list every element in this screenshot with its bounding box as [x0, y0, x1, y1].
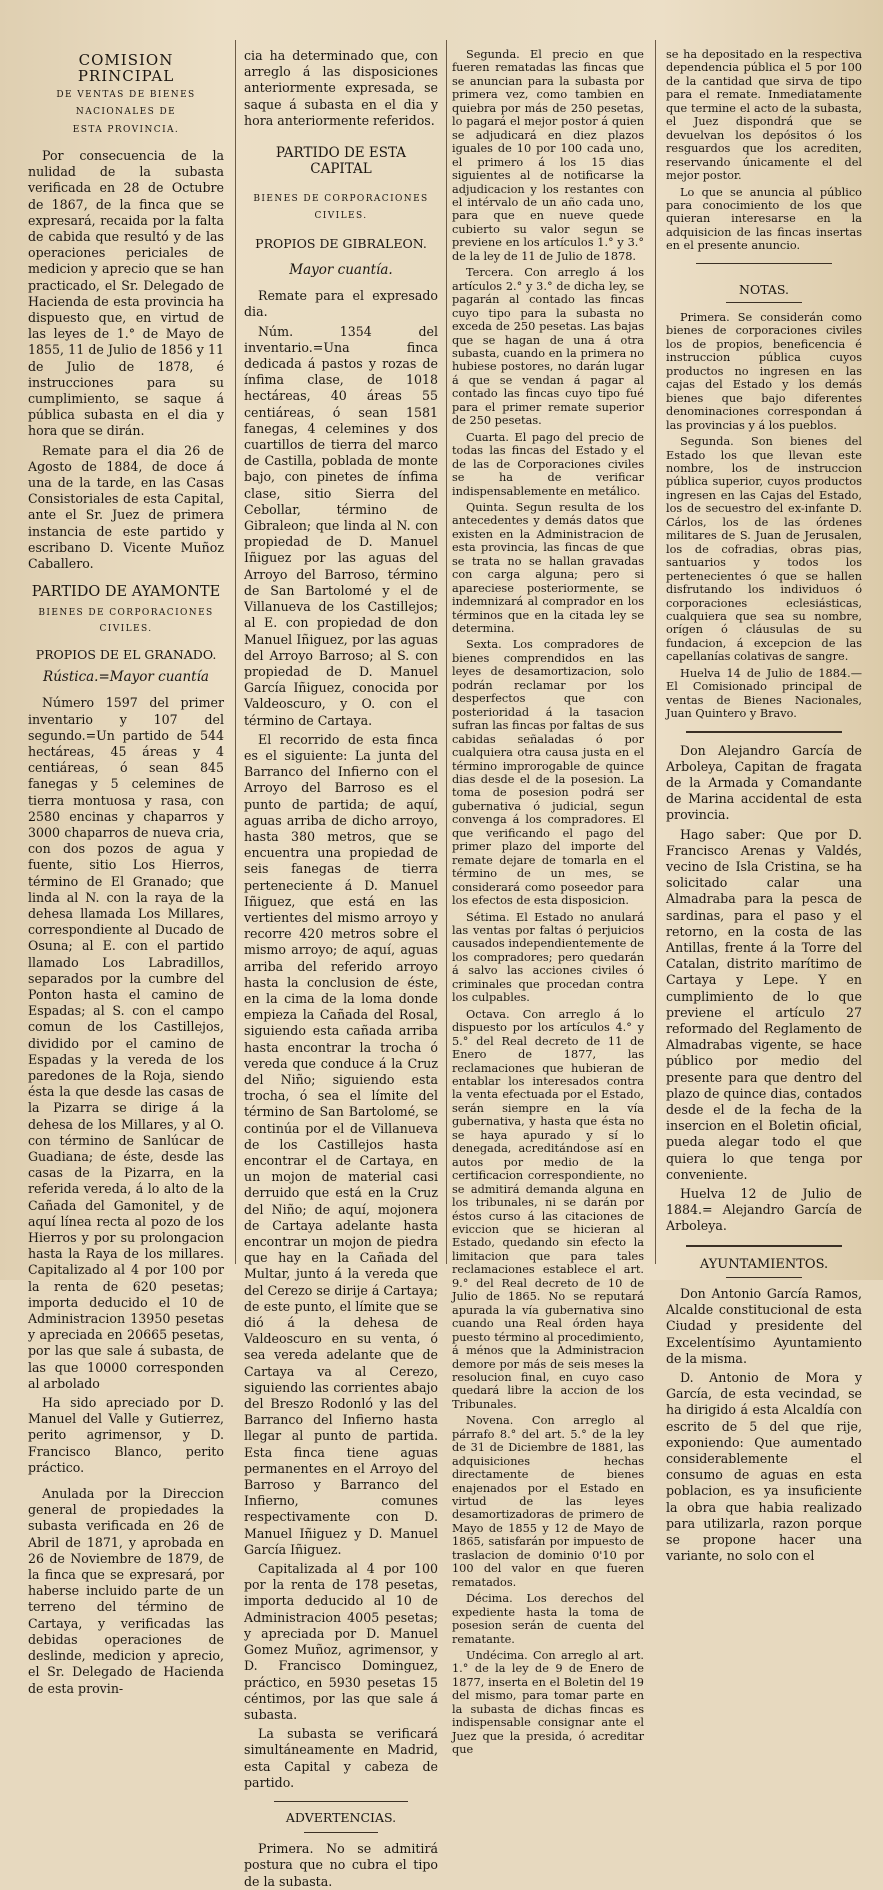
paragraph: Don Antonio García Ramos, Alcalde constitucional de esta Ciudad y presidente del Excelentísimo Ayuntamiento de la misma. — [666, 1285, 862, 1366]
paragraph: Número 1597 del primer inventario y 107 del segundo.=Un partido de 544 hectáreas, 45 áreas y 4 centiáreas, ó sean 845 fanegas y 5 celemines de tierra montuosa y rasa, con 2580 encinas y chaparros y 3000 chaparros de nueva cria, con dos pozos de agua y fuente, sitio Los Hierros, término de El Granado; que linda al N. con la raya de la dehesa llamada Los Millares, correspondiente al Ducado de Osuna; al E. con el partido llamado Los Labradillos, separados por la cumbre del Ponton hasta el camino de Espadas; al S. con el campo comun de los Castillejos, dividido por el camino de Espadas y la vereda de los paredones de la Roja, siendo ésta la que desde las casas de la Pizarra se dirige á la dehesa de los Millares, y al O. con término de Sanlúcar de Guadiana; de éste, desde las casas de la Pizarra, en la referida vereda, á lo alto de la Cañada del Gamonitel, y de aquí línea recta al pozo de los Hierros y por su prolongacion hasta la Raya de los millares. Capitalizado al 4 por 100 por la renta de 620 pesetas; importa deducido el 10 de Administracion 13950 pesetas y apreciada en 20665 pesetas, por las que sale á subasta, de las que 10000 corresponden al arbolado — [28, 695, 224, 1391]
bienes-heading: BIENES DE CORPORACIONES CIVILES. — [38, 607, 214, 634]
column-divider — [655, 40, 656, 1264]
section-title: COMISION PRINCIPAL — [77, 51, 175, 86]
propios-heading: PROPIOS DE GIBRALEON. — [255, 235, 427, 251]
paragraph: Novena. Con arreglo al párrafo 8.° del art. 5.° de la ley de 31 de Diciembre de 1881, las adquisiciones hechas directamente de bienes enajenados por el Estado en virtud de las leyes desamortizadoras de primero de Mayo de 1855 y 12 de Mayo de 1865, satisfarán por impuesto de traslacion de dominio 0'10 por 100 del valor en que fueren rematados. — [452, 1414, 644, 1589]
section-subtitle: ESTA PROVINCIA. — [72, 124, 180, 135]
column-2 — [244, 48, 438, 1889]
partido-heading: PARTIDO DE ESTA CAPITAL — [275, 145, 407, 178]
paragraph: Anulada por la Direccion general de propiedades la subasta verificada en 26 de Abril de 1871, y aprobada en 26 de Noviembre de 1879, de la finca que se expresará, por haberse incluido parte de un terreno del término de Cartaya, y verificadas las debidas operaciones de deslinde, medicion y aprecio, el Sr. Delegado de Hacienda de esta provin- — [28, 1486, 224, 1696]
propios-heading: PROPIOS DE EL GRANADO. — [35, 646, 217, 662]
paragraph: cia ha determinado que, con arreglo á las disposiciones anteriormente expresada, se saque á subasta en el dia y hora anteriormente referidos. — [244, 48, 438, 128]
cuantia-heading: Mayor cuantía. — [289, 262, 393, 279]
paragraph: Primera. Se considerán como bienes de corporaciones civiles los de propios, beneficencia é instruccion pública cuyos productos no ingresen en las cajas del Estado y los demás bienes que bajo diferentes denominaciones correspondan á las provincias y á los pueblos. — [666, 311, 862, 432]
notas-heading: NOTAS. — [739, 281, 789, 297]
paragraph: Segunda. Son bienes del Estado los que llevan este nombre, los de instruccion pública superior, cuyos productos ingresen en las Cajas del Estado, los de secuestro del ex-infante D. Cárlos, los de las órdenes militares de S. Juan de Jerusalen, los de cofradias, obras pias, santuarios y todos los pertenecientes ó que se hallen disfrutando los individuos ó corporaciones eclesiásticas, cualquiera que sea su nombre, orígen ó cláusulas de su fundacion, á excepcion de las capellanías colativas de sangre. — [666, 435, 862, 664]
paragraph: Remate para el expresado dia. — [244, 288, 438, 320]
paragraph: La subasta se verificará simultáneamente en Madrid, esta Capital y cabeza de partido. — [244, 1726, 438, 1790]
paragraph: Por consecuencia de la nulidad de la subasta verificada en 28 de Octubre de 1867, de la finca que se expresará, recaida por la falta de cabida que resultó y de las operaciones periciales de medicion y aprecio que se han practicado, el Sr. Delegado de Hacienda de esta provincia ha dispuesto que, en virtud de las leyes de 1.° de Mayo de 1855, 11 de Julio de 1856 y 11 de Julio de 1878, é instrucciones para su cumplimiento, se saque á pública subasta en el dia y hora que se dirán. — [28, 148, 224, 439]
column-3 — [452, 48, 644, 1757]
paragraph: D. Antonio de Mora y García, de esta vecindad, se ha dirigido á esta Alcaldía con escrito de 5 del que rije, exponiendo: Que aumentado considerablemente el consumo de aguas en esta poblacion, es ya insuficiente la obra que habia realizado para utilizarla, razon porque se propone hacer una variante, no solo con el — [666, 1369, 862, 1564]
advertencias-heading: ADVERTENCIAS. — [285, 1809, 397, 1825]
column-1 — [28, 48, 224, 1696]
paragraph: Quinta. Segun resulta de los antecedentes y demás datos que existen en la Administracion de esta provincia, las fincas de que se trata no se hallan gravadas con carga alguna; pero si apareciese posteriormente, se indemnizará al comprador en los términos que en la citada ley se determina. — [452, 500, 644, 636]
paragraph: Sétima. El Estado no anulará las ventas por faltas ó perjuicios causados independientemente de los compradores; pero quedarán á salvo las acciones civiles ó criminales que procedan contra los culpables. — [452, 910, 644, 1005]
partido-heading: PARTIDO DE AYAMONTE — [31, 584, 221, 601]
paragraph: Tercera. Con arreglo á los artículos 2.° y 3.° de dicha ley, se pagarán al contado las fincas cuyo tipo para la subasta no exceda de 250 pesetas. Las bajas que se hagan de una á otra subasta, cuando en la primera no hubiese postores, no darán lugar á que se vendan á pagar al contado las fincas cuyo tipo fué para el primer remate superior de 250 pesetas. — [452, 266, 644, 428]
paragraph: Lo que se anuncia al público para conocimiento de los que quieran interesarse en la adquisicion de las fincas insertas en el presente anuncio. — [666, 185, 862, 253]
column-divider — [446, 40, 447, 1264]
bienes-heading: BIENES DE CORPORACIONES CIVILES. — [253, 194, 429, 221]
paragraph: Segunda. El precio en que fueren rematadas las fincas que se anuncian para la subasta por primera vez, como tambien en quiebra por más de 250 pesetas, lo pagará el mejor postor á quien se adjudicará en diez plazos iguales de 10 por 100 cada uno, el primero á los 15 dias siguientes al de notificarse la adjudicacion y los restantes con el intérvalo de un año cada uno, para que en nueve quede cubierto su valor segun se previene en los artículos 1.° y 3.° de la ley de 11 de Julio de 1878. — [452, 48, 644, 263]
paragraph: Cuarta. El pago del precio de todas las fincas del Estado y el de las de Corporaciones civiles se ha de verificar indispensablemente en metálico. — [452, 430, 644, 498]
paragraph: Capitalizada al 4 por 100 por la renta de 178 pesetas, importa deducido al 10 de Administracion 4005 pesetas; y apreciada por D. Manuel Gomez Muñoz, agrimensor, y D. Francisco Dominguez, práctico, en 5930 pesetas 15 céntimos, por las que sale á subasta. — [244, 1561, 438, 1722]
ayuntamientos-heading: AYUNTAMIENTOS. — [699, 1256, 829, 1272]
paragraph: Hago saber: Que por D. Francisco Arenas y Valdés, vecino de Isla Cristina, se ha solicitado calar una Almadraba para la pesca de sardinas, para el paso y el retorno, en la costa de las Antillas, frente á la Torre del Catalan, distrito marítimo de Cartaya y Lepe. Y en cumplimiento de lo que previene el artículo 27 reformado del Reglamento de Almadrabas vigente, se hace público por medio del presente para que dentro del plazo de quince dias, contados desde el de la fecha de la insercion en el Boletin oficial, pueda alegar todo el que quiera lo que tenga por conveniente. — [666, 826, 862, 1182]
paragraph: Remate para el dia 26 de Agosto de 1884, de doce á una de la tarde, en las Casas Consistoriales de esta Capital, ante el Sr. Juez de primera instancia de este partido y escribano D. Vicente Muñoz Caballero. — [28, 442, 224, 572]
divider — [686, 1245, 842, 1247]
divider — [696, 263, 832, 264]
paragraph: Décima. Los derechos del expediente hasta la toma de posesion serán de cuenta del rematante. — [452, 1592, 644, 1646]
divider — [304, 1832, 378, 1833]
divider — [274, 1801, 408, 1802]
cuantia-heading: Rústica.=Mayor cuantía — [43, 669, 209, 686]
signature: Huelva 12 de Julio de 1884.= Alejandro García de Arboleya. — [666, 1186, 862, 1234]
paragraph: Primera. No se admitirá postura que no cubra el tipo de la subasta. — [244, 1841, 438, 1889]
divider — [726, 1277, 802, 1278]
paragraph: Núm. 1354 del inventario.=Una finca dedicada á pastos y rozas de ínfima clase, de 1018 hectáreas, 40 áreas 55 centiáreas, ó sean 1581 fanegas, 4 celemines y dos cuartillos de tierra del marco de Castilla, poblada de monte bajo, con pinetes de ínfima clase, sitio Sierra del Cebollar, término de Gibraleon; que linda al N. con propiedad de D. Manuel Iñiguez por las aguas del Arroyo del Barroso, término de San Bartolomé y el de Villanueva de los Castillejos; al E. con propiedad de don Manuel Iñiguez, por las aguas del Arroyo Barroso; al S. con propiedad de D. Manuel García Iñiguez, conocida por Valdeoscuro, y O. con el término de Cartaya. — [244, 323, 438, 728]
divider — [686, 731, 842, 733]
paragraph: El recorrido de esta finca es el siguiente: La junta del Barranco del Infierno con el Arroyo del Barroso es el punto de partida; de aquí, aguas arriba de dicho arroyo, hasta 380 metros, que se encuentra una propiedad de seis fanegas de tierra perteneciente á D. Manuel Iñiguez, que está en las vertientes del mismo arroyo y recorre 420 metros sobre el mismo arroyo; de aquí, aguas arriba del referido arroyo hasta la conclusion de éste, en la cima de la loma donde empieza la Cañada del Rosal, siguiendo esta cañada arriba hasta encontrar la trocha ó vereda que conduce á la Cruz del Niño; siguiendo esta trocha, ó sea el límite del término de San Bartolomé, se continúa por el de Villanueva de los Castillejos hasta encontrar el de Cartaya, en un mojon de material casi derruido que está en la Cruz del Niño; de aquí, mojonera de Cartaya adelante hasta encontrar un mojon de piedra que hay en la Cañada del Multar, junto á la vereda que del Cerezo se dirije á Cartaya; de este punto, el límite que se dió á la dehesa de Valdeoscuro en su venta, ó sea vereda adelante que de Cartaya va al Cerezo, siguiendo las corrientes abajo del Breszo Rodonló y las del Barranco del Infierno hasta llegar al punto de partida. Esta finca tiene aguas permanentes en el Arroyo del Barroso y Barranco del Infierno, comunes respectivamente con D. Manuel Iñiguez y D. Manuel García Iñiguez. — [244, 731, 438, 1557]
paragraph: Sexta. Los compradores de bienes comprendidos en las leyes de desamortizacion, solo podrán reclamar por los desperfectos que con posterioridad á la tasacion sufran las fincas por faltas de sus cabidas señaladas ó por cualquiera otra causa justa en el término improrogable de quince dias desde el de la posesion. La toma de posesion podrá ser gubernativa ó judicial, segun convenga á los compradores. El que verificando el pago del primer plazo del importe del remate dejare de tomarla en el término de un mes, se considerará como poseedor para los efectos de esta disposicion. — [452, 638, 644, 908]
divider — [726, 302, 802, 303]
paragraph: Undécima. Con arreglo al art. 1.° de la ley de 9 de Enero de 1877, inserta en el Boletin del 19 del mismo, para tomar parte en la subasta de dichas fincas es indispensable consignar ante el Juez que la presida, ó acreditar que — [452, 1649, 644, 1757]
paragraph: Ha sido apreciado por D. Manuel del Valle y Gutierrez, perito agrimensor, y D. Francisco Blanco, perito práctico. — [28, 1395, 224, 1475]
paragraph: Octava. Con arreglo á lo dispuesto por los artículos 4.° y 5.° del Real decreto de 11 de Enero de 1877, las reclamaciones que hubieran de entablar los interesados contra la venta efectuada por el Estado, serán siempre en la vía gubernativa, y hasta que ésta no se haya apurado y sí lo denegada, acreditándose así en autos por medio de la certificacion correspondiente, no se admitirá demanda alguna en los tribunales, ni se darán por éstos curso á las citaciones de eviccion que se hicieran al Estado, quedando sin efecto la limitacion que para tales reclamaciones establece el art. 9.° del Real decreto de 10 de Julio de 1865. No se reputará apurada la vía gubernativa sino cuando una Real órden haya puesto término al procedimiento, á ménos que la Administracion demore por más de seis meses la resolucion final, en cuyo caso quedará libre la accion de los Tribunales. — [452, 1007, 644, 1411]
paragraph: se ha depositado en la respectiva dependencia pública el 5 por 100 de la cantidad que sirva de tipo para el remate. Inmediatamente que termine el acto de la subasta, el Juez dispondrá que se devuelvan los depósitos ó los resguardos que los acrediten, reservando únicamente el del mejor postor. — [666, 48, 862, 183]
column-divider — [235, 40, 236, 1264]
column-4 — [666, 48, 862, 1564]
paragraph: Don Alejandro García de Arboleya, Capitan de fragata de la Armada y Comandante de Marina accidental de esta provincia. — [666, 742, 862, 823]
signature: Huelva 14 de Julio de 1884.—El Comisionado principal de ventas de Bienes Nacionales, Juan Quintero y Bravo. — [666, 666, 862, 721]
section-subtitle: DE VENTAS DE BIENES NACIONALES DE — [56, 90, 196, 117]
